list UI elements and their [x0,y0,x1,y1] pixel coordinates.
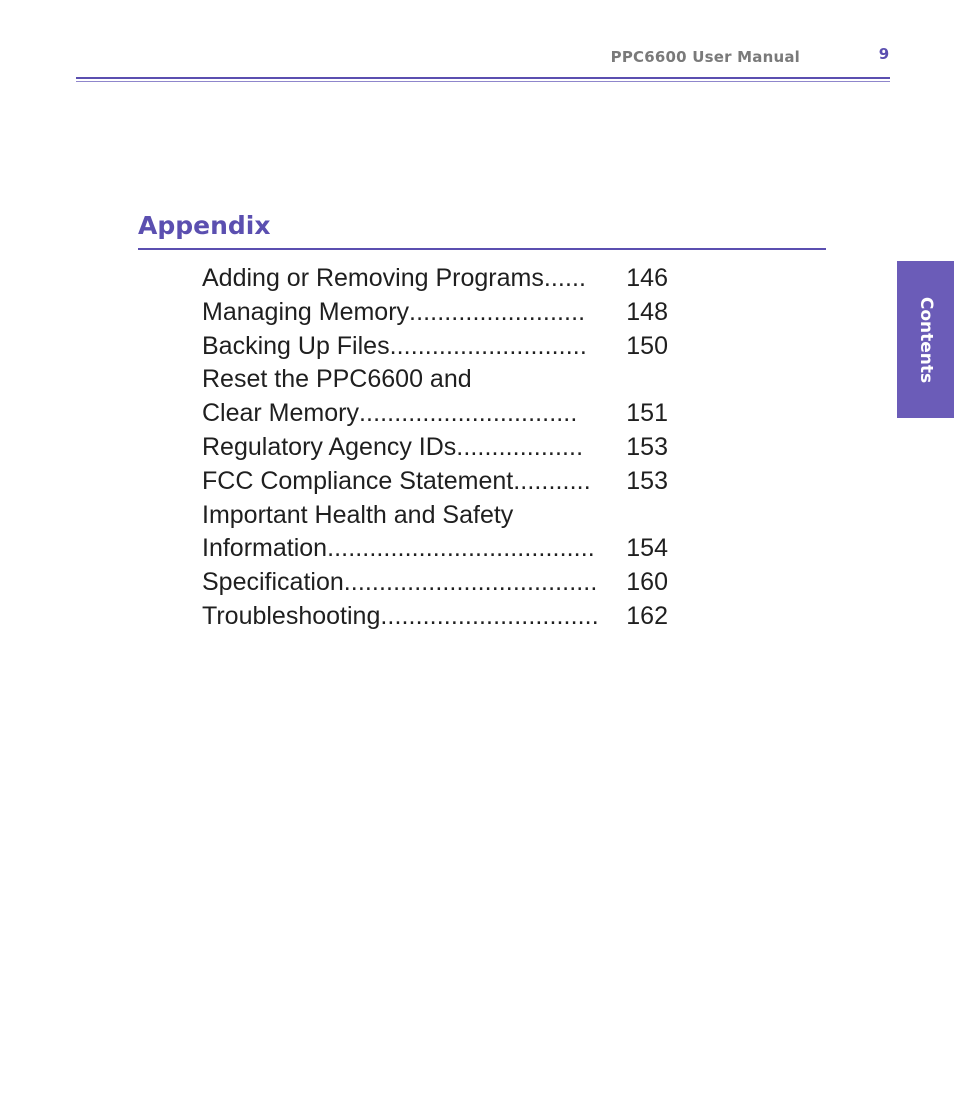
toc-line[interactable] [202,397,668,431]
toc-page-number: 162 [626,601,668,630]
toc-page-number: 151 [626,399,668,428]
toc-dot-leader: ......................... [409,297,586,326]
toc-line[interactable] [202,499,668,533]
toc-dot-leader: ............................... [358,399,578,428]
toc-line[interactable] [202,465,668,499]
toc-page-number: 146 [626,264,668,292]
toc-line-text: Clear Memory [202,399,359,428]
toc-line-text: Backing Up Files [202,331,390,360]
toc-line-text: Specification [202,568,344,597]
toc-line-text: Reset the PPC6600 and [202,365,472,394]
table-of-contents [202,262,668,634]
toc-dot-leader: ...... [543,264,587,292]
toc-line[interactable] [202,532,668,566]
toc-dot-leader: .................. [456,432,584,461]
toc-dot-leader: ...................................... [327,534,595,563]
toc-line-text: Managing Memory [202,297,410,326]
toc-line[interactable] [202,431,668,465]
header-rule [76,77,890,79]
toc-dot-leader: ............................ [389,331,587,360]
toc-line[interactable] [202,566,668,600]
toc-page-number: 154 [626,534,668,563]
contents-side-tab[interactable] [897,261,954,418]
toc-dot-leader: ............................... [380,601,599,630]
toc-page-number: 150 [626,331,668,360]
section-heading: Appendix [138,211,271,240]
toc-line-text: FCC Compliance Statement [202,466,514,495]
header-rule-secondary [76,81,890,82]
toc-line[interactable] [202,600,668,634]
toc-line[interactable] [202,296,668,330]
toc-line-text: Adding or Removing Programs [202,264,544,292]
running-header-title: PPC6600 User Manual [610,48,800,66]
section-rule [138,248,826,250]
toc-line-text: Troubleshooting [202,601,381,630]
toc-dot-leader: .................................... [343,568,598,597]
toc-page-number: 160 [626,568,668,597]
contents-tab-label: Contents [915,296,936,383]
toc-line-text: Important Health and Safety [202,500,514,529]
toc-line-text: Regulatory Agency IDs [202,432,457,461]
toc-dot-leader: ........... [513,466,591,495]
toc-page-number: 153 [626,466,668,495]
toc-page-number: 148 [626,297,668,326]
page-number: 9 [878,45,890,63]
toc-line[interactable] [202,330,668,364]
toc-line[interactable] [202,262,668,296]
toc-line[interactable] [202,363,668,397]
toc-line-text: Information [202,534,328,563]
toc-page-number: 153 [626,432,668,461]
